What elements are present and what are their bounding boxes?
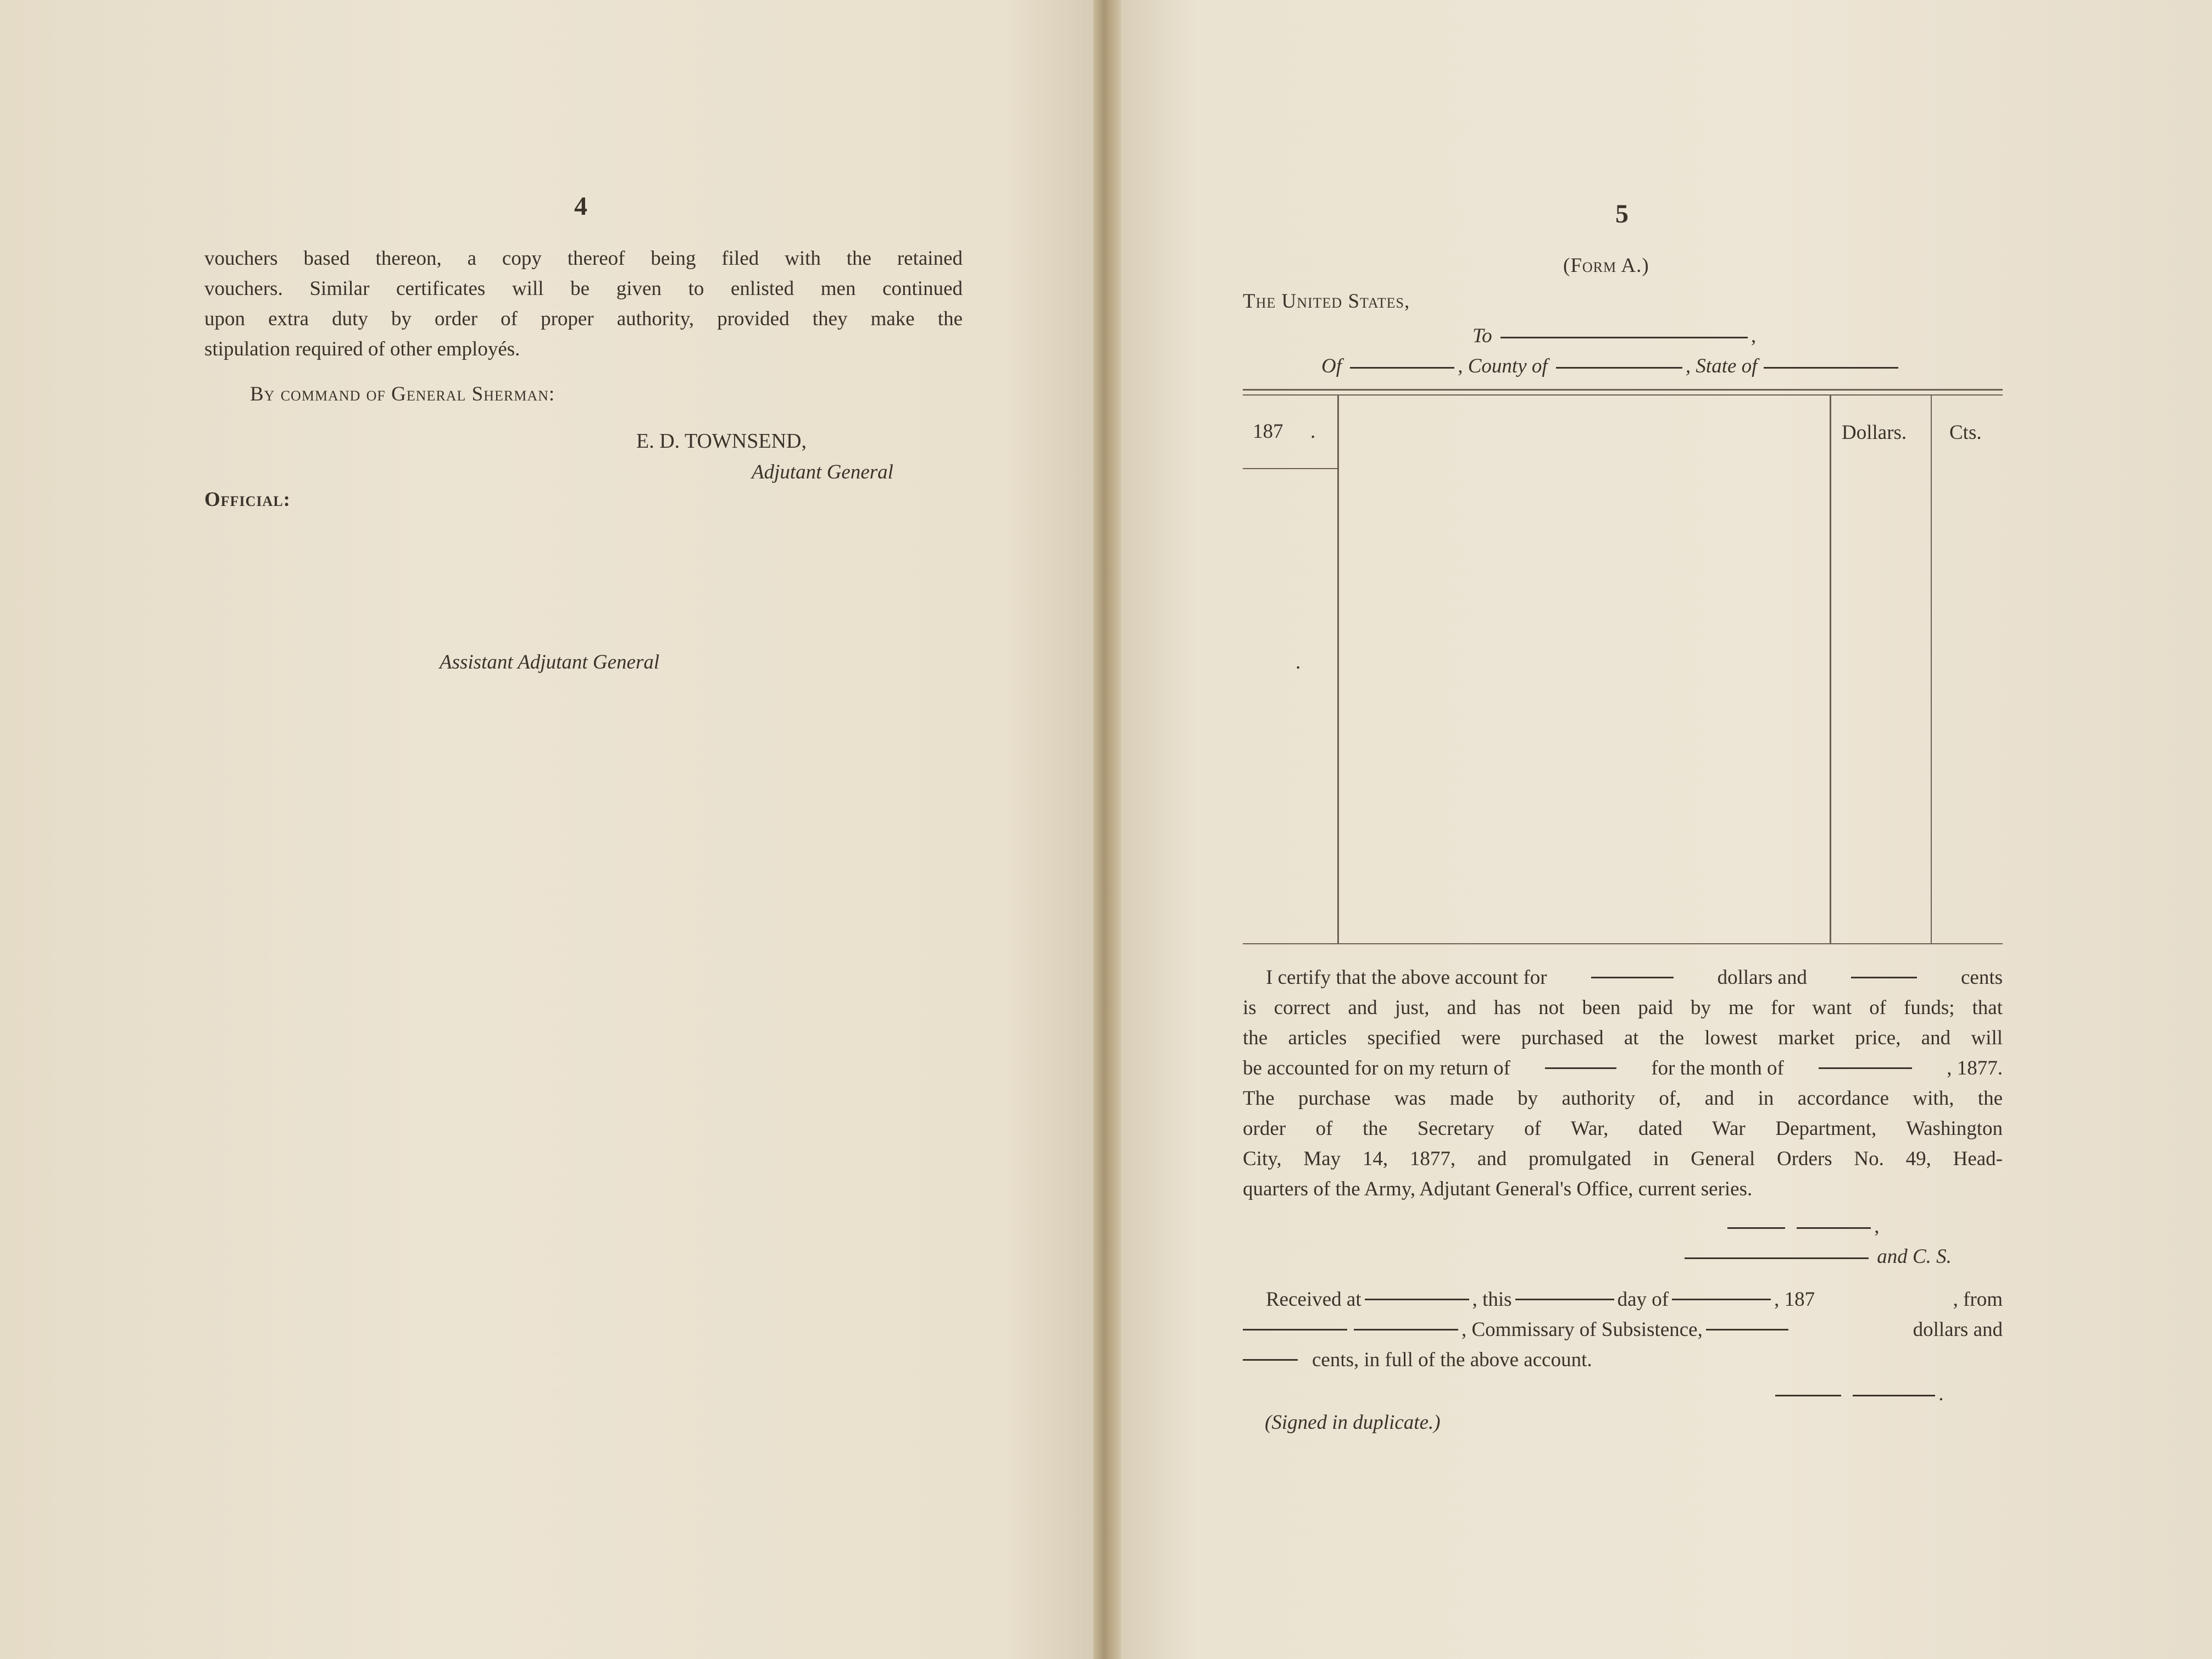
paragraph-line: upon extra duty by order of proper authority, provided they make the — [204, 308, 963, 330]
paragraph-line: stipulation required of other employés. — [204, 338, 520, 360]
right-page — [1121, 0, 2212, 1659]
by-command-line: By command of General Sherman: — [250, 383, 555, 405]
paragraph-line: vouchers based thereon, a copy thereof being filed with the retained — [204, 247, 963, 270]
continuation-paragraph — [204, 243, 963, 364]
signatory-name: E. D. TOWNSEND, — [636, 430, 807, 453]
certification-line: be accounted for on my return of for the month of , 1877. — [1243, 1057, 2003, 1079]
county-blank — [1556, 367, 1682, 369]
certification-line: the articles specified were purchased at the lowest market price, and will — [1243, 1027, 2003, 1049]
receipt-line: cents, in full of the above account. — [1243, 1345, 2003, 1375]
left-page — [0, 0, 1093, 1659]
united-states-heading: The United States, — [1243, 290, 1410, 313]
receipt-signature-line: . — [1772, 1379, 1944, 1409]
certification-line: quarters of the Army, Adjutant General's Office, current series. — [1243, 1178, 1753, 1200]
paragraph-line: vouchers. Similar certificates will be given to enlisted men continued — [204, 277, 963, 300]
book-gutter — [1093, 0, 1121, 1659]
ledger-top-rule-2 — [1243, 394, 2003, 396]
and-cs-label: and C. S. — [1877, 1245, 1952, 1268]
ledger-bottom-rule — [1243, 943, 2003, 944]
signatory-title: Adjutant General — [752, 461, 893, 483]
of-label: Of — [1321, 355, 1342, 377]
certification-line: order of the Secretary of War, dated War Department, Washington — [1243, 1117, 2003, 1140]
ledger-date-subrule — [1243, 468, 1337, 469]
certification-line: The purchase was made by authority of, and in accordance with, the — [1243, 1087, 2003, 1110]
page-number-right: 5 — [1615, 199, 1629, 229]
certification-line: is correct and just, and has not been paid by me for want of funds; that — [1243, 996, 2003, 1019]
ledger-year: 187 — [1253, 420, 1283, 443]
official-label: Official: — [204, 488, 291, 511]
certification-line: I certify that the above account for dollars and cents — [1266, 966, 2003, 989]
to-label: To — [1472, 325, 1492, 347]
county-label: , County of — [1458, 355, 1548, 377]
of-line — [1321, 351, 1902, 381]
page-number-left: 4 — [574, 192, 587, 221]
ledger-column-dollars-divider — [1830, 396, 1831, 943]
state-label: , State of — [1685, 355, 1758, 377]
receipt-line: , Commissary of Subsistence, dollars and — [1243, 1315, 2003, 1345]
dollars-header: Dollars. — [1842, 421, 1907, 444]
signature-line-2 — [1681, 1242, 1952, 1272]
to-line: To , — [1472, 325, 1757, 347]
form-title: (Form A.) — [1563, 254, 1649, 277]
receipt-line: Received at , this day of , 187 , from — [1266, 1288, 2003, 1311]
to-blank — [1500, 337, 1748, 338]
signature-line-1: , — [1724, 1211, 1880, 1242]
assistant-title: Assistant Adjutant General — [440, 651, 660, 673]
of-blank — [1350, 367, 1454, 369]
certification-paragraph — [1243, 962, 2003, 1204]
ledger-row-dot: . — [1296, 651, 1301, 673]
receipt-paragraph — [1243, 1284, 2003, 1375]
ledger-top-rule — [1243, 389, 2003, 391]
cents-header: Cts. — [1949, 421, 1982, 444]
state-blank — [1764, 367, 1898, 369]
certification-line: City, May 14, 1877, and promulgated in General Orders No. 49, Head- — [1243, 1148, 2003, 1170]
signed-in-duplicate-note: (Signed in duplicate.) — [1265, 1411, 1441, 1434]
ledger-column-cents-divider — [1931, 396, 1932, 943]
ledger-column-date-divider — [1337, 396, 1339, 943]
ledger-year-dot: . — [1310, 420, 1316, 443]
